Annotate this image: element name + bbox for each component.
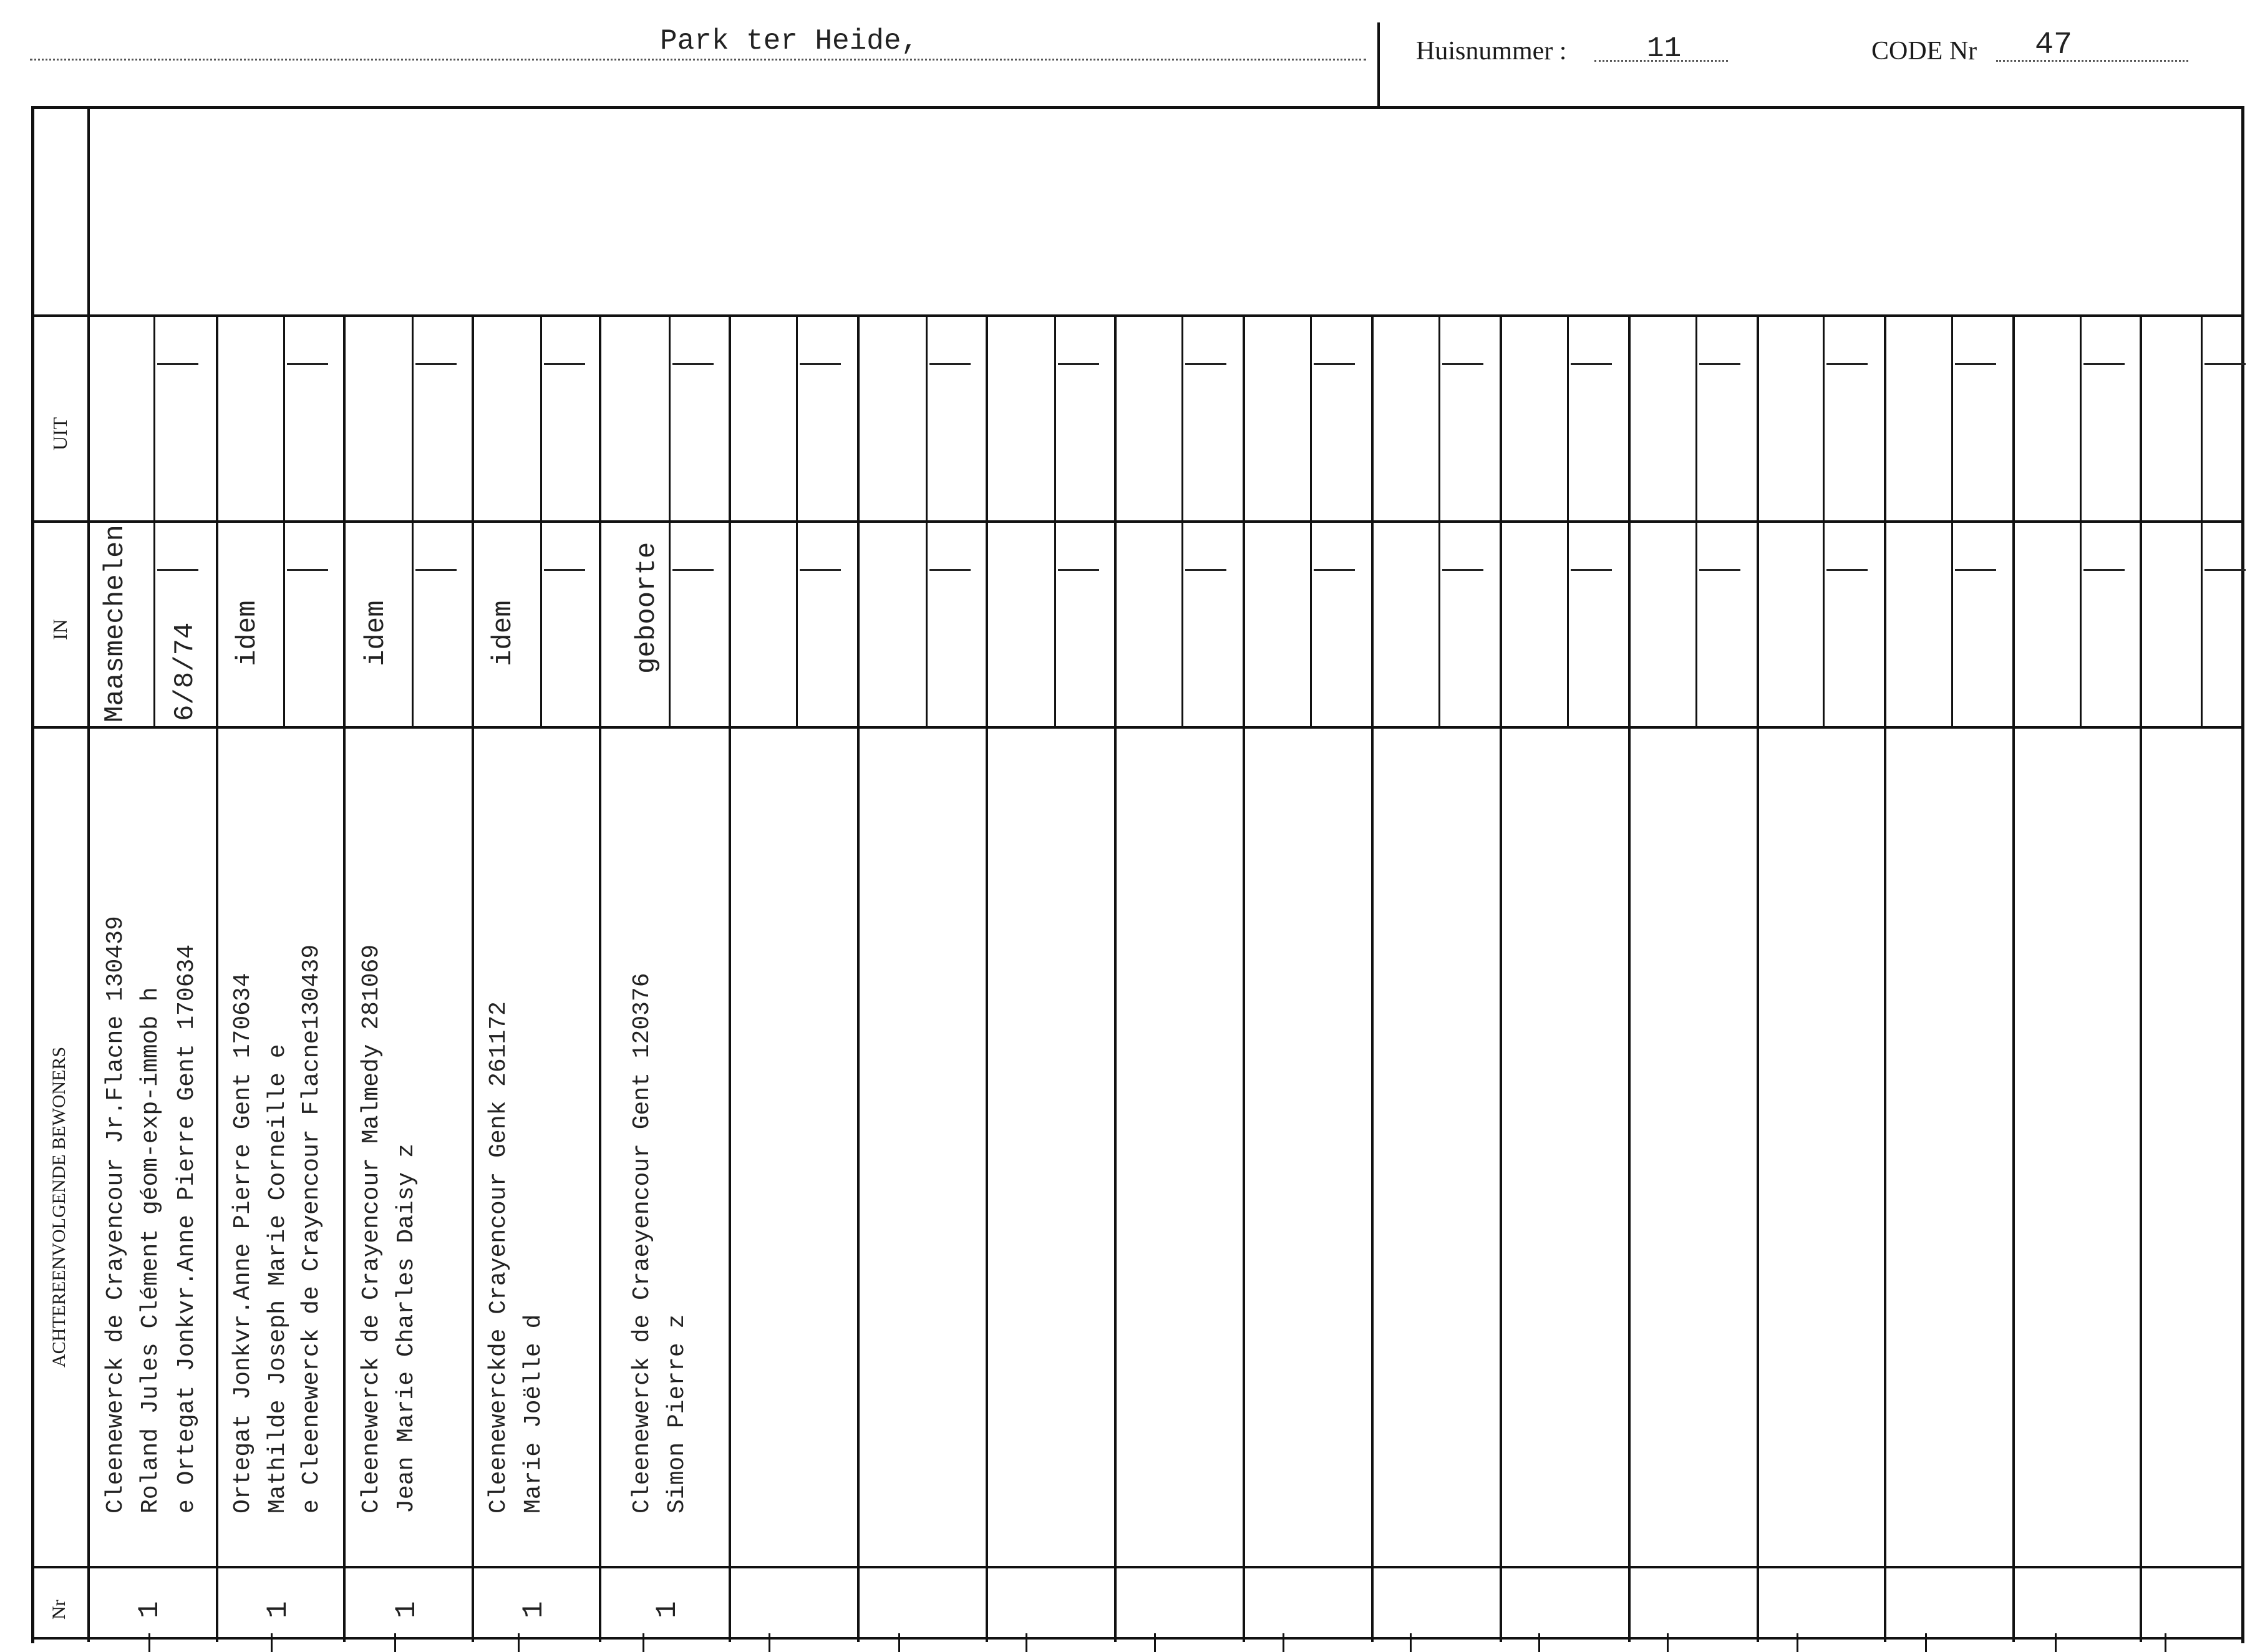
entry-1-in-date: 6/8/74 [170, 622, 201, 721]
label-column-divider [87, 106, 90, 1642]
uit-subcolumn-line [669, 314, 671, 520]
in-subcolumn-line [796, 520, 798, 726]
uit-dash [1442, 363, 1483, 365]
column-line [986, 314, 988, 1642]
uit-subcolumn-line [1310, 314, 1312, 520]
code-label: CODE Nr [1871, 37, 1977, 66]
uit-subcolumn-line [926, 314, 928, 520]
in-dash [157, 569, 198, 571]
in-subcolumn-line [2201, 520, 2203, 726]
row-separator-uit-in [31, 520, 2244, 523]
in-dash [1314, 569, 1355, 571]
entry-1-resident-line-1: Cleenewerck de Crayencour Jr.Flacne 130439 [102, 916, 129, 1514]
uit-dash [415, 363, 457, 365]
row-separator-top [31, 314, 2244, 317]
bottom-tick [1667, 1633, 1669, 1652]
in-dash [800, 569, 841, 571]
uit-subcolumn-line [1567, 314, 1569, 520]
street-value: Park ter Heide, [660, 25, 919, 57]
in-subcolumn-line [1951, 520, 1953, 726]
uit-dash [2083, 363, 2125, 365]
bottom-tick [148, 1633, 150, 1652]
entry-3-in-origin: idem [361, 600, 392, 666]
in-subcolumn-line [412, 520, 414, 726]
in-dash [1571, 569, 1612, 571]
uit-dash [157, 363, 198, 365]
entry-2-resident-line-1: Ortegat Jonkvr.Anne Pierre Gent 170634 [230, 973, 256, 1514]
in-dash [929, 569, 971, 571]
column-line [1757, 314, 1759, 1642]
uit-dash [1571, 363, 1612, 365]
uit-subcolumn-line [540, 314, 542, 520]
code-value: 47 [2035, 27, 2073, 63]
column-line [216, 314, 218, 1642]
column-line [857, 314, 860, 1642]
uit-subcolumn-line [412, 314, 414, 520]
uit-dash [1185, 363, 1226, 365]
house-number-label: Huisnummer : [1416, 37, 1567, 66]
uit-dash [929, 363, 971, 365]
uit-dash [1058, 363, 1099, 365]
uit-subcolumn-line [1823, 314, 1825, 520]
column-line [1628, 314, 1631, 1642]
bottom-tick [2165, 1633, 2166, 1652]
column-line [343, 314, 346, 1642]
bottom-tick [1026, 1633, 1027, 1652]
in-dash [1058, 569, 1099, 571]
uit-dash [1314, 363, 1355, 365]
in-dash [415, 569, 457, 571]
entry-1-nr: 1 [133, 1601, 166, 1618]
uit-subcolumn-line [1054, 314, 1056, 520]
in-dash [2204, 569, 2246, 571]
entry-4-in-origin: idem [488, 600, 519, 666]
code-dotted-line [1996, 60, 2188, 62]
column-line [2012, 314, 2015, 1642]
uit-subcolumn-line [2080, 314, 2082, 520]
column-line [729, 314, 731, 1642]
in-subcolumn-line [540, 520, 542, 726]
in-subcolumn-line [283, 520, 285, 726]
bottom-tick [518, 1633, 520, 1652]
bottom-tick [1410, 1633, 1412, 1652]
bottom-tick [643, 1633, 644, 1652]
entry-1-in-origin: Maasmechelen [100, 525, 131, 722]
entry-2-nr: 1 [262, 1601, 294, 1618]
column-line [2140, 314, 2142, 1642]
table-bottom-line [31, 1637, 2244, 1640]
uit-dash [544, 363, 585, 365]
uit-subcolumn-line [1438, 314, 1440, 520]
uit-subcolumn-line [153, 314, 155, 520]
bottom-tick [394, 1633, 396, 1652]
uit-subcolumn-line [796, 314, 798, 520]
in-dash [1955, 569, 1996, 571]
bottom-tick [1154, 1633, 1156, 1652]
bottom-tick [1797, 1633, 1798, 1652]
uit-subcolumn-line [1181, 314, 1183, 520]
column-line [1371, 314, 1374, 1642]
entry-1-resident-line-3: e Ortegat Jonkvr.Anne Pierre Gent 170634 [173, 944, 200, 1514]
column-line [472, 314, 474, 1642]
bottom-tick [1925, 1633, 1927, 1652]
entry-4-resident-line-1: Cleenewerckde Crayencour Genk 261172 [485, 1001, 512, 1514]
bottom-tick [1538, 1633, 1540, 1652]
in-subcolumn-line [1695, 520, 1697, 726]
uit-subcolumn-line [1695, 314, 1697, 520]
in-dash [672, 569, 714, 571]
column-line [1500, 314, 1502, 1642]
in-dash [2083, 569, 2125, 571]
in-subcolumn-line [1310, 520, 1312, 726]
column-line [1884, 314, 1886, 1642]
entry-5-nr: 1 [651, 1601, 684, 1618]
uit-dash [1955, 363, 1996, 365]
bottom-tick [898, 1633, 900, 1652]
column-line [599, 314, 601, 1642]
in-dash [1826, 569, 1868, 571]
entry-3-resident-line-1: Cleenewerck de Crayencour Malmedy 281069 [358, 944, 385, 1514]
entry-5-resident-line-1: Cleenewerck de Craeyencour Gent 120376 [629, 973, 656, 1514]
uit-dash [1699, 363, 1740, 365]
entry-2-resident-line-3: e Cleenewerck de Crayencour Flacne130439 [298, 944, 325, 1514]
in-dash [1185, 569, 1226, 571]
uit-dash [2204, 363, 2246, 365]
label-residents: ACHTEREENVOLGENDE BEWONERS [49, 1046, 69, 1368]
label-uit: UIT [49, 417, 71, 450]
entry-2-in-origin: idem [232, 600, 263, 666]
in-subcolumn-line [1823, 520, 1825, 726]
uit-dash [1826, 363, 1868, 365]
entry-3-resident-line-2: Jean Marie Charles Daisy z [393, 1144, 420, 1514]
uit-subcolumn-line [1951, 314, 1953, 520]
uit-subcolumn-line [2201, 314, 2203, 520]
in-dash [544, 569, 585, 571]
entry-4-resident-line-2: Marie Joëlle d [520, 1314, 547, 1514]
entry-5-resident-line-2: Simon Pierre z [664, 1314, 691, 1514]
in-dash [287, 569, 328, 571]
bottom-tick [2055, 1633, 2057, 1652]
street-dotted-line [30, 59, 1366, 61]
column-line [1243, 314, 1245, 1642]
column-line [1114, 314, 1117, 1642]
bottom-tick [1283, 1633, 1284, 1652]
bottom-tick [769, 1633, 770, 1652]
in-dash [1699, 569, 1740, 571]
header-divider [1377, 22, 1380, 106]
in-subcolumn-line [153, 520, 155, 726]
entry-2-resident-line-2: Mathilde Joseph Marie Corneille e [264, 1044, 291, 1514]
in-subcolumn-line [1567, 520, 1569, 726]
house-number-value: 11 [1647, 32, 1682, 65]
in-subcolumn-line [2080, 520, 2082, 726]
entry-5-in-origin: geboorte [631, 542, 662, 674]
row-separator-residents-nr [31, 1566, 2244, 1568]
label-in: IN [49, 619, 71, 640]
in-subcolumn-line [1181, 520, 1183, 726]
in-subcolumn-line [926, 520, 928, 726]
uit-dash [800, 363, 841, 365]
uit-subcolumn-line [283, 314, 285, 520]
uit-dash [287, 363, 328, 365]
in-subcolumn-line [1054, 520, 1056, 726]
in-dash [1442, 569, 1483, 571]
bottom-tick [271, 1633, 273, 1652]
in-subcolumn-line [669, 520, 671, 726]
row-separator-in-residents [31, 726, 2244, 729]
entry-4-nr: 1 [518, 1601, 550, 1618]
entry-3-nr: 1 [390, 1601, 423, 1618]
uit-dash [672, 363, 714, 365]
in-subcolumn-line [1438, 520, 1440, 726]
label-nr: Nr [49, 1600, 69, 1620]
entry-1-resident-line-2: Roland Jules Clément géom-exp-immob h [137, 987, 164, 1514]
